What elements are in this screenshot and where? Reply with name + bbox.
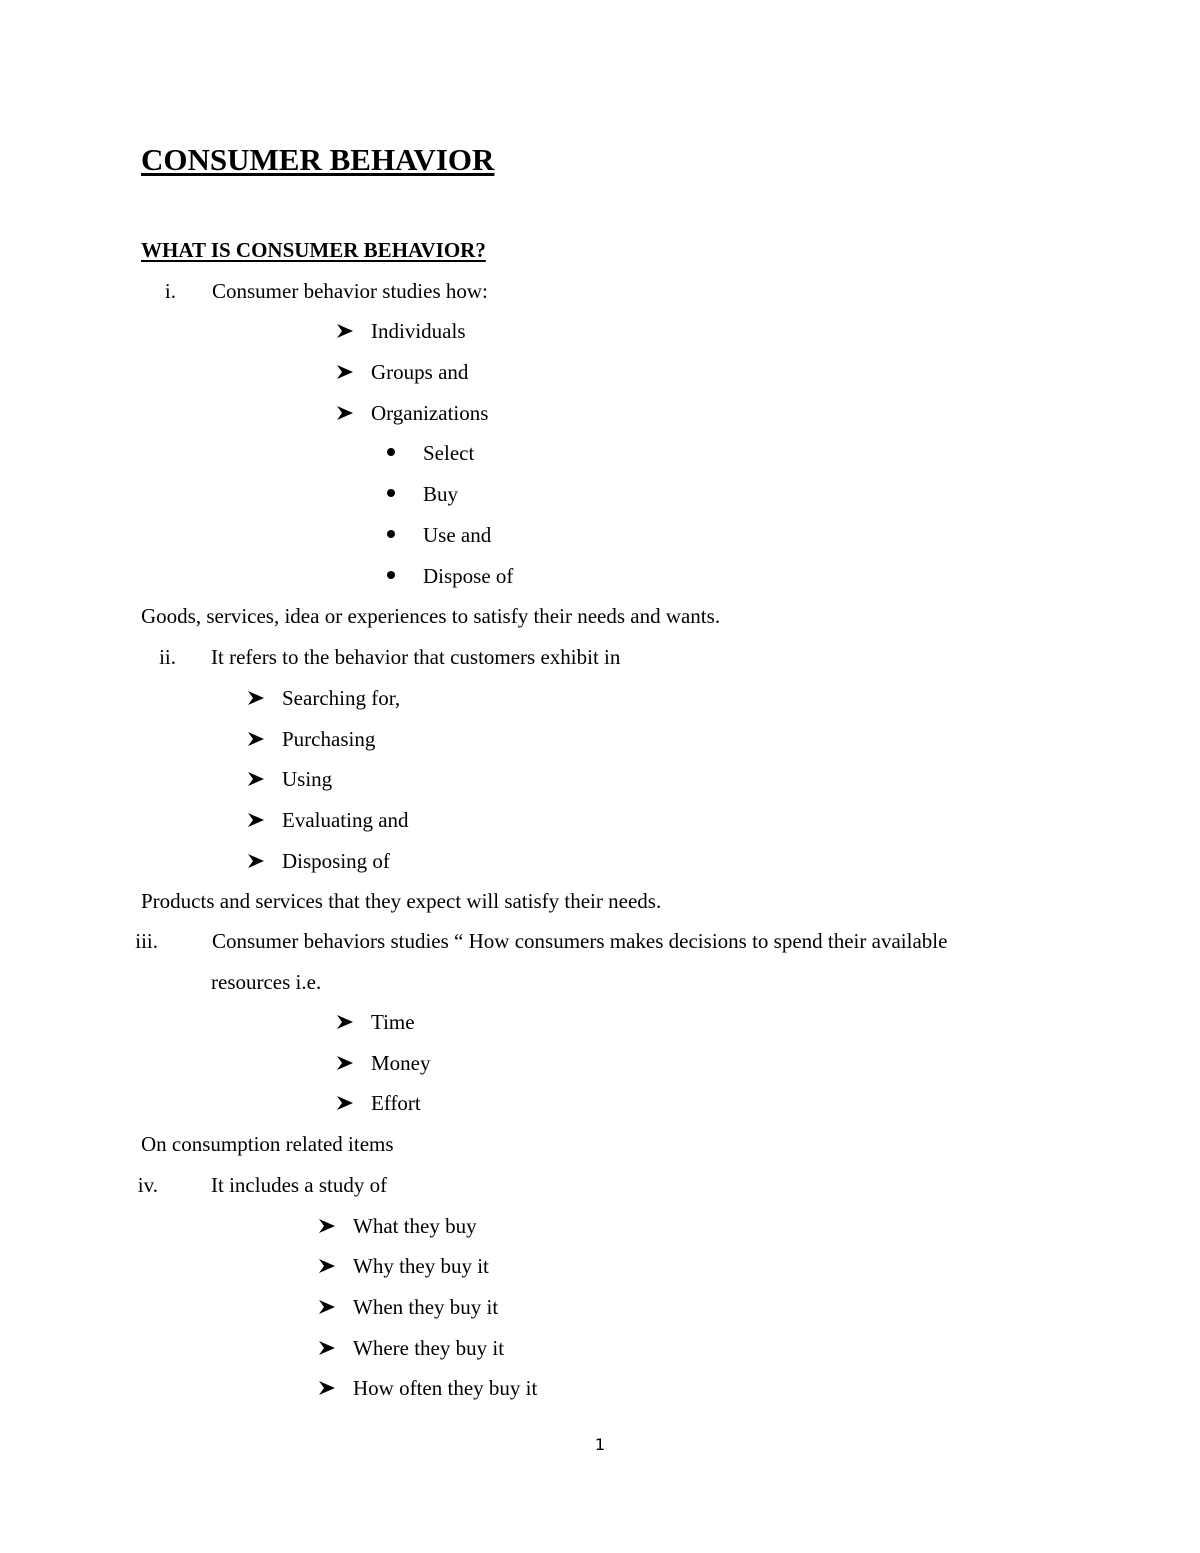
arrow-bullet-icon: [247, 811, 265, 829]
list-numeral: ii.: [159, 645, 176, 669]
list-item: Buy: [423, 482, 459, 506]
bullet-dot-icon: [387, 571, 395, 579]
point-conclusion: Goods, services, idea or experiences to satisfy their needs and wants.: [141, 604, 721, 628]
arrow-bullet-icon: [336, 1013, 354, 1031]
list-item: Why they buy it: [353, 1254, 489, 1278]
point-text: Consumer behavior studies how:: [212, 279, 488, 303]
point-text: Consumer behaviors studies “ How consumers makes decisions to spend their available: [212, 929, 948, 953]
arrow-bullet-icon: [336, 363, 354, 381]
list-item: Time: [371, 1010, 415, 1034]
arrow-bullet-icon: [247, 730, 265, 748]
point-text: It refers to the behavior that customers exhibit in: [211, 645, 621, 669]
list-item: Dispose of: [423, 564, 514, 588]
list-item: Searching for,: [282, 686, 401, 710]
point-conclusion: On consumption related items: [141, 1132, 394, 1156]
list-numeral: iii.: [135, 929, 158, 953]
document-title: CONSUMER BEHAVIOR: [141, 142, 495, 177]
arrow-bullet-icon: [247, 770, 265, 788]
list-item: Where they buy it: [353, 1336, 505, 1360]
list-item: Select: [423, 441, 475, 465]
bullet-dot-icon: [387, 489, 395, 497]
list-item: Groups and: [371, 360, 469, 384]
list-item: What they buy: [353, 1214, 477, 1238]
list-item: Individuals: [371, 319, 466, 343]
list-item: Using: [282, 767, 333, 791]
arrow-bullet-icon: [318, 1298, 336, 1316]
list-numeral: i.: [164, 279, 176, 303]
arrow-bullet-icon: [318, 1257, 336, 1275]
arrow-bullet-icon: [247, 689, 265, 707]
page-number: 1: [594, 1435, 606, 1454]
arrow-bullet-icon: [247, 852, 265, 870]
list-item: Purchasing: [282, 727, 376, 751]
point-text: It includes a study of: [211, 1173, 388, 1197]
arrow-bullet-icon: [336, 1094, 354, 1112]
point-text-continued: resources i.e.: [211, 970, 322, 994]
bullet-dot-icon: [387, 530, 395, 538]
arrow-bullet-icon: [336, 1054, 354, 1072]
arrow-bullet-icon: [318, 1339, 336, 1357]
list-item: Organizations: [371, 401, 489, 425]
list-item: How often they buy it: [353, 1376, 538, 1400]
list-item: Effort: [371, 1091, 421, 1115]
arrow-bullet-icon: [318, 1217, 336, 1235]
arrow-bullet-icon: [336, 404, 354, 422]
list-numeral: iv.: [137, 1173, 158, 1197]
arrow-bullet-icon: [336, 322, 354, 340]
list-item: Evaluating and: [282, 808, 409, 832]
arrow-bullet-icon: [318, 1379, 336, 1397]
list-item: Use and: [423, 523, 492, 547]
list-item: Disposing of: [282, 849, 390, 873]
bullet-dot-icon: [387, 448, 395, 456]
point-conclusion: Products and services that they expect will satisfy their needs.: [141, 889, 662, 913]
list-item: When they buy it: [353, 1295, 499, 1319]
section-heading: WHAT IS CONSUMER BEHAVIOR?: [141, 238, 486, 262]
list-item: Money: [371, 1051, 431, 1075]
